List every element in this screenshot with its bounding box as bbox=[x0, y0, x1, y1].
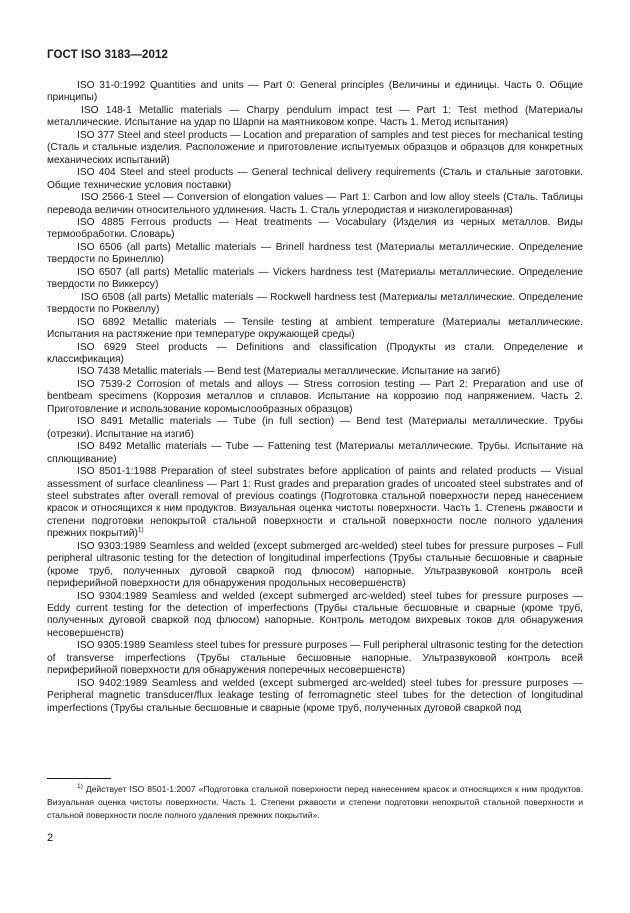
reference-item-8501 bbox=[47, 466, 583, 541]
document-header: ГОСТ ISO 3183—2012 bbox=[47, 49, 169, 61]
reference-text: ISO 8501-1:1988 Preparation of steel substrates before application of paints and related products — Visual assessment of surface cleanliness — Part 1: Rust grades and preparation grades of uncoated steel substrates and of steel substrates after overall removal of previous coatings (Подготовка стальной поверхности перед нанесением красок и относящихся к ним продуктов. Визуальная оценка чистоты поверхности. Часть 1. Степень ржавости и степени подготовки непокрытой стальной поверхности и стальной поверхности после полного удаления прежних покрытий) bbox=[47, 466, 583, 540]
reference-item: ISO 148-1 Metallic materials — Charpy pendulum impact test — Part 1: Test method (Материалы металлические. Испытание на удар по Шарпи на маятниковом копре. Часть 1. Метод испытания) bbox=[47, 104, 583, 129]
footnote-text: Действует ISO 8501-1:2007 «Подготовка стальной поверхности перед нанесением красок и относящихся к ним продуктов. Визуальная оценка чистоты поверхности. Часть 1. Степени ржавости и степени подготовки непокрытой стальной поверхности и стальной поверхности после полного удаления прежних покрытий». bbox=[47, 784, 583, 820]
reference-item: ISO 8491 Metallic materials — Tube (in full section) — Bend test (Материалы металлические. Трубы (отрезки). Испытание на изгиб) bbox=[47, 416, 583, 440]
reference-item: ISO 31-0:1992 Quantities and units — Part 0: General principles (Величины и единицы. Часть 0. Общие принципы) bbox=[47, 80, 583, 104]
reference-item: ISO 7438 Metallic materials — Bend test (Материалы металлические. Испытание на загиб) bbox=[77, 366, 501, 378]
reference-item: ISO 9402:1989 Seamless and welded (except submerged arc-welded) steel tubes for pressure purposes — Peripheral magnetic transducer/flux leakage testing of ferromagnetic steel tubes for the detection of longitudinal imperfections (Трубы стальные бесшовные и сварные (кроме труб, полученных дуговой сваркой под bbox=[47, 677, 583, 714]
reference-item: ISO 6892 Metallic materials — Tensile testing at ambient temperature (Материалы металлические. Испытания на растяжение при температуре окружающей среды) bbox=[47, 316, 583, 341]
reference-item: ISO 6508 (all parts) Metallic materials — Rockwell hardness test (Материалы металлические. Определение твердости по Роквеллу) bbox=[47, 291, 583, 316]
reference-item: ISO 8492 Metallic materials — Tube — Fattening test (Материалы металлические. Трубы. Испытание на сплющивание) bbox=[47, 441, 583, 465]
footnote-marker: 1) bbox=[137, 526, 144, 534]
reference-item: ISO 2566-1 Steel — Conversion of elongation values — Part 1: Carbon and low alloy steels (Сталь. Таблицы перевода величин относительного удлинения. Часть 1. Сталь углеродистая и низколегированная) bbox=[47, 192, 583, 216]
footnote-divider bbox=[47, 778, 111, 779]
reference-item: ISO 9305:1989 Seamless steel tubes for pressure purposes — Full peripheral ultrasonic testing for the detection of transverse imperfections (Трубы стальные бесшовные напорные. Ультразвуковой контроль всей периферийной поверхности для обнаружения поперечных несовершенств) bbox=[47, 640, 583, 677]
page-number: 2 bbox=[47, 832, 54, 844]
reference-item: ISO 7539-2 Corrosion of metals and alloys — Stress corrosion testing — Part 2: Preparation and use of bentbeam specimens (Коррозия металлов и сплавов. Испытание на коррозию под напряжением. Часть 2. Приготовление и использование коромыслообразных образцов) bbox=[47, 378, 583, 415]
footnote-mark: 1) bbox=[77, 783, 83, 791]
reference-item: ISO 377 Steel and steel products — Location and preparation of samples and test pieces for mechanical testing (Сталь и стальные изделия. Расположение и приготовление испытуемых образцов и образцов для конкретных механических испытаний) bbox=[47, 129, 583, 166]
reference-item: ISO 404 Steel and steel products — General technical delivery requirements (Сталь и стальные заготовки. Общие технические условия поставки) bbox=[47, 167, 583, 191]
normative-references bbox=[47, 80, 583, 715]
reference-item: ISO 6507 (all parts) Metallic materials — Vickers hardness test (Материалы металлические. Определение твердости по Виккерсу) bbox=[47, 266, 583, 291]
reference-item: ISO 9303:1989 Seamless and welded (except submerged arc-welded) steel tubes for pressure purposes – Full peripheral ultrasonic testing for the detection of longitudinal imperfections (Трубы стальные бесшовные и сварные (кроме труб, полученных дуговой сваркой под флюсом) напорные. Ультразвуковой контроль всей периферийной поверхности для обнаружения продольных несовершенств) bbox=[47, 540, 583, 590]
reference-item: ISO 6929 Steel products — Definitions and classification (Продукты из стали. Определение и классификация) bbox=[47, 341, 583, 365]
footnote bbox=[47, 783, 583, 821]
reference-item: ISO 9304:1989 Seamless and welded (except submerged arc-welded) steel tubes for pressure purposes — Eddy current testing for the detection of imperfections (Трубы стальные бесшовные и сварные (кроме труб, полученных дуговой сваркой под флюсом) напорные. Контроль методом вихревых токов для обнаружения несовершенств) bbox=[47, 590, 583, 639]
reference-item: ISO 6506 (all parts) Metallic materials — Brinell hardness test (Материалы металлические. Определение твердости по Бринеллю) bbox=[47, 241, 583, 266]
reference-item: ISO 4885 Ferrous products — Heat treatments — Vocabulary (Изделия из черных металлов. Виды термообработки. Словарь) bbox=[47, 216, 583, 241]
